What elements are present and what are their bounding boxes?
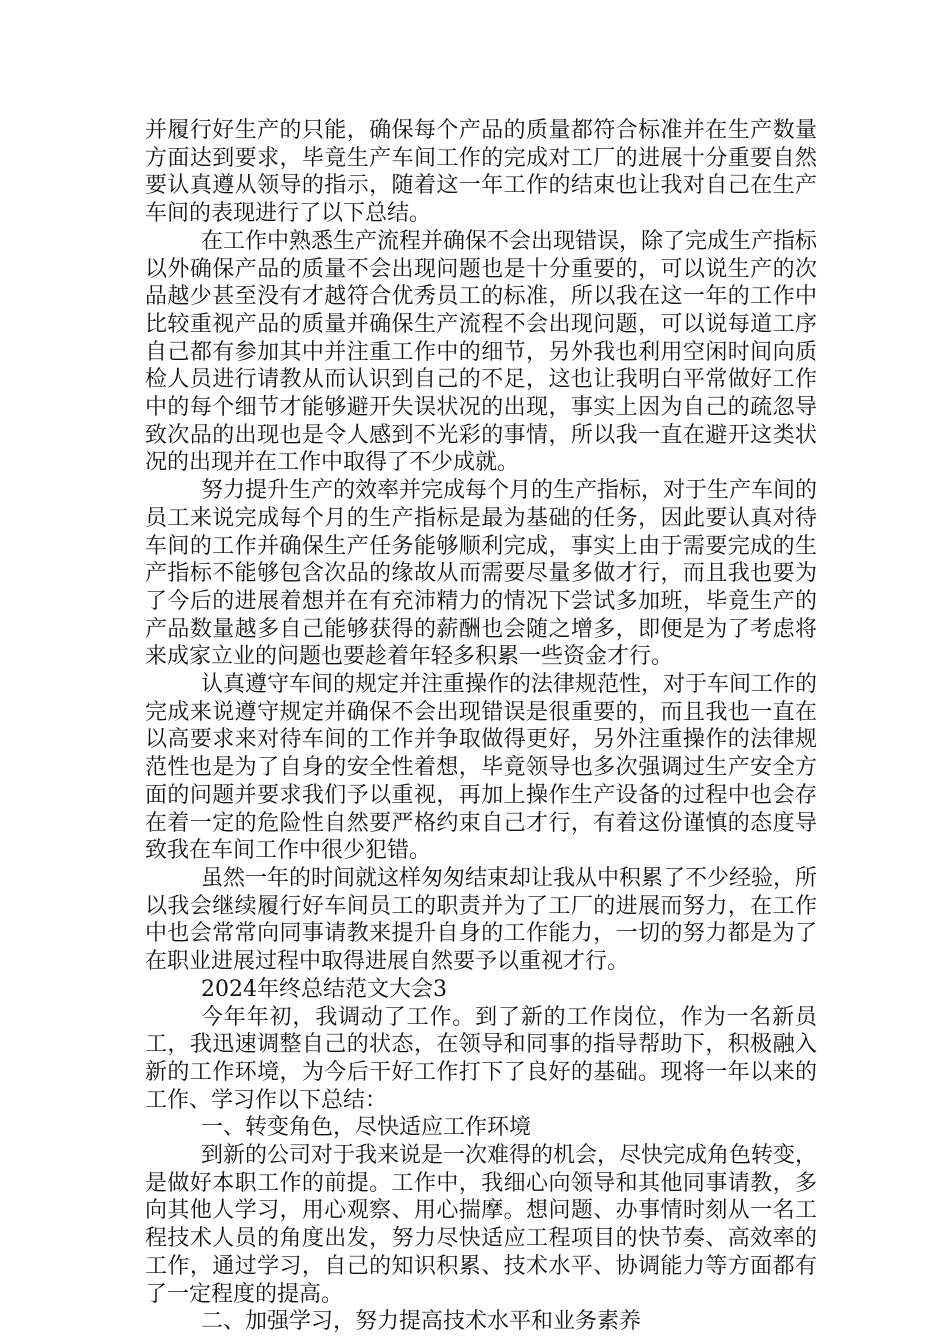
subheading-2: 二、加强学习，努力提高技术水平和业务素养 — [201, 1309, 642, 1335]
paragraph-5: 虽然一年的时间就这样匆匆结束却让我从中积累了不少经验，所以我会继续履行好车间员工的职责并为了工厂的进展而努力，在工作中也会常常向同事请教来提升自身的工作能力，一切的努力都是为了在职业进展过程中取得进展自然要予以重视才行。 — [145, 865, 818, 975]
document-page — [145, 117, 817, 1336]
paragraph-3: 努力提升生产的效率并完成每个月的生产指标，对于生产车间的员工来说完成每个月的生产指标是最为基础的任务，因此要认真对待车间的工作并确保生产任务能够顺利完成，事实上由于需要完成的生产指标不能够包含次品的缘故从而需要尽量多做才行，而且我也要为了今后的进展着想并在有充沛精力的情况下尝试多加班，毕竟生产的产品数量越多自己能够获得的薪酬也会随之增多，即便是为了考虑将来成家立业的问题也要趁着年轻多积累一些资金才行。 — [145, 478, 818, 670]
paragraph-6: 到新的公司对于我来说是一次难得的机会，尽快完成角色转变，是做好本职工作的前提。工作中，我细心向领导和其他同事请教，多向其他人学习，用心观察、用心揣摩。想问题、办事情时刻从一名工程技术人员的角度出发，努力尽快适应工程项目的快节奏、高效率的工作，通过学习，自己的知识积累、技术水平、协调能力等方面都有了一定程度的提高。 — [145, 1143, 818, 1307]
paragraph-4: 认真遵守车间的规定并注重操作的法律规范性，对于车间工作的完成来说遵守规定并确保不会出现错误是很重要的，而且我也一直在以高要求来对待车间的工作并争取做得更好，另外注重操作的法律规范性也是为了自身的安全性着想，毕竟领导也多次强调过生产安全方面的问题并要求我们予以重视，再加上操作生产设备的过程中也会存在着一定的危险性自然要严格约束自己才行，有着这份谨慎的态度导致我在车间工作中很少犯错。 — [145, 672, 818, 864]
paragraph-2: 在工作中熟悉生产流程并确保不会出现错误，除了完成生产指标以外确保产品的质量不会出现问题也是十分重要的，可以说生产的次品越少甚至没有才越符合优秀员工的标准，所以我在这一年的工作中比较重视产品的质量并确保生产流程不会出现问题，可以说每道工序自己都有参加其中并注重工作中的细节，另外我也利用空闲时间向质检人员进行请教从而认识到自己的不足，这也让我明白平常做好工作中的每个细节才能够避开失误状况的出现，事实上因为自己的疏忽导致次品的出现也是令人感到不光彩的事情，所以我一直在避开这类状况的出现并在工作中取得了不少成就。 — [145, 228, 818, 476]
section-heading: 2024年终总结范文大会3 — [201, 976, 447, 1002]
paragraph-1: 并履行好生产的只能，确保每个产品的质量都符合标准并在生产数量方面达到要求，毕竟生产车间工作的完成对工厂的进展十分重要自然要认真遵从领导的指示，随着这一年工作的结束也让我对自己在生产车间的表现进行了以下总结。 — [145, 118, 817, 227]
subheading-1: 一、转变角色，尽快适应工作环境 — [201, 1115, 532, 1141]
paragraph-intro: 今年年初，我调动了工作。到了新的工作岗位，作为一名新员工，我迅速调整自己的状态，在领导和同事的指导帮助下，积极融入新的工作环境，为今后干好工作打下了良好的基础。现将一年以来的工作、学习作以下总结： — [145, 1004, 817, 1113]
